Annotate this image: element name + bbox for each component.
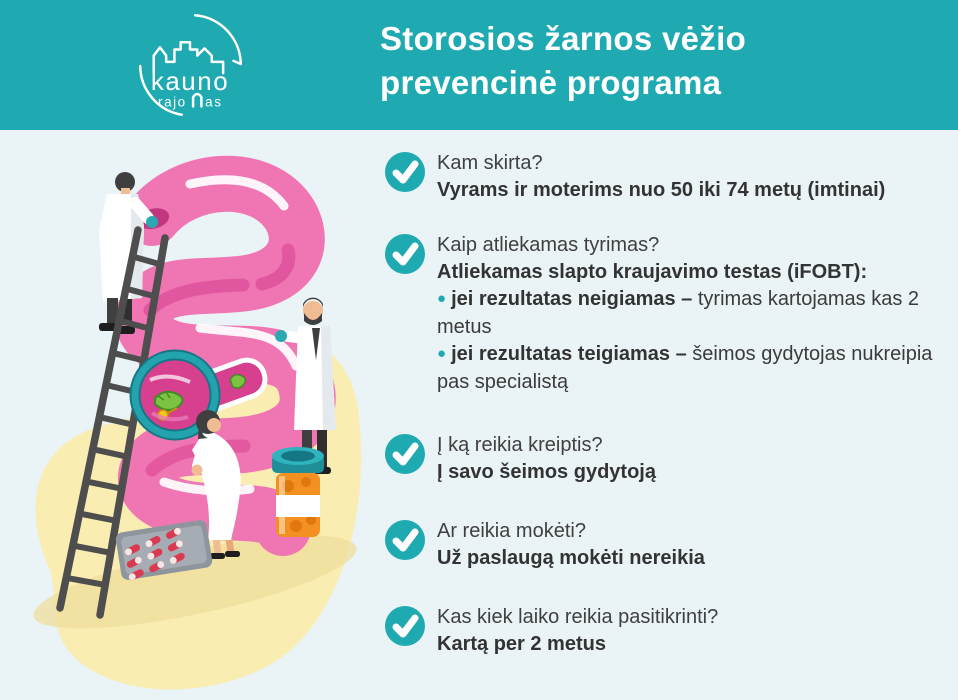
bullet-rest-text: šeimos gydytojas nukreipia pas specialistą xyxy=(437,343,933,393)
check-icon xyxy=(385,434,425,474)
qa-list xyxy=(385,150,941,686)
page-title-line1: Storosios žarnos vėžio xyxy=(380,20,747,57)
check-icon xyxy=(385,234,425,274)
answer-text: Į savo šeimos gydytoją xyxy=(437,461,656,483)
logo-arc-top xyxy=(195,15,241,64)
answer-text: Vyrams ir moterims nuo 50 iki 74 metų (imtinai) xyxy=(437,179,886,201)
check-icon xyxy=(385,152,425,192)
question-text: Kam skirta? xyxy=(437,152,543,174)
answer-text: Kartą per 2 metus xyxy=(437,633,606,655)
qa-item-kaip-atliekamas xyxy=(385,232,941,396)
question-text: Kaip atliekamas tyrimas? xyxy=(437,234,660,256)
logo-subtext-left: rajo xyxy=(158,94,187,110)
bullet-dot-icon: ● xyxy=(437,345,447,362)
qa-item-kas-kiek-laiko xyxy=(385,604,941,658)
logo-subtext-right: as xyxy=(205,94,223,110)
question-text: Į ką reikia kreiptis? xyxy=(437,434,603,456)
glove-icon xyxy=(146,216,158,228)
glove-icon xyxy=(275,330,287,342)
bullet-rest-text: tyrimas kartojamas kas 2 metus xyxy=(437,288,920,338)
page-title xyxy=(380,17,746,105)
answer-text: Atliekamas slapto kraujavimo testas (iFOBT): xyxy=(437,261,868,283)
bullet-bold-text: jei rezultatas neigiamas – xyxy=(451,288,693,310)
intestine-illustration xyxy=(0,130,378,700)
answer-text: Už paslaugą mokėti nereikia xyxy=(437,547,705,569)
question-text: Ar reikia mokėti? xyxy=(437,520,586,542)
kauno-rajonas-logo xyxy=(133,8,247,122)
bullet-dot-icon: ● xyxy=(437,290,447,307)
qa-item-kam-skirta xyxy=(385,150,941,204)
pill-bottle-icon xyxy=(272,447,324,537)
qa-item-ar-moketi xyxy=(385,518,941,572)
logo-wordmark: kauno xyxy=(150,67,230,96)
bullet-negative-result xyxy=(437,286,941,341)
qa-item-kur-kreiptis xyxy=(385,432,941,486)
question-text: Kas kiek laiko reikia pasitikrinti? xyxy=(437,606,719,628)
check-icon xyxy=(385,520,425,560)
bullet-bold-text: jei rezultatas teigiamas – xyxy=(451,343,687,365)
check-icon xyxy=(385,606,425,646)
bullet-positive-result xyxy=(437,341,941,396)
header-banner xyxy=(0,0,958,130)
page-title-line2: prevencinė programa xyxy=(380,64,722,101)
